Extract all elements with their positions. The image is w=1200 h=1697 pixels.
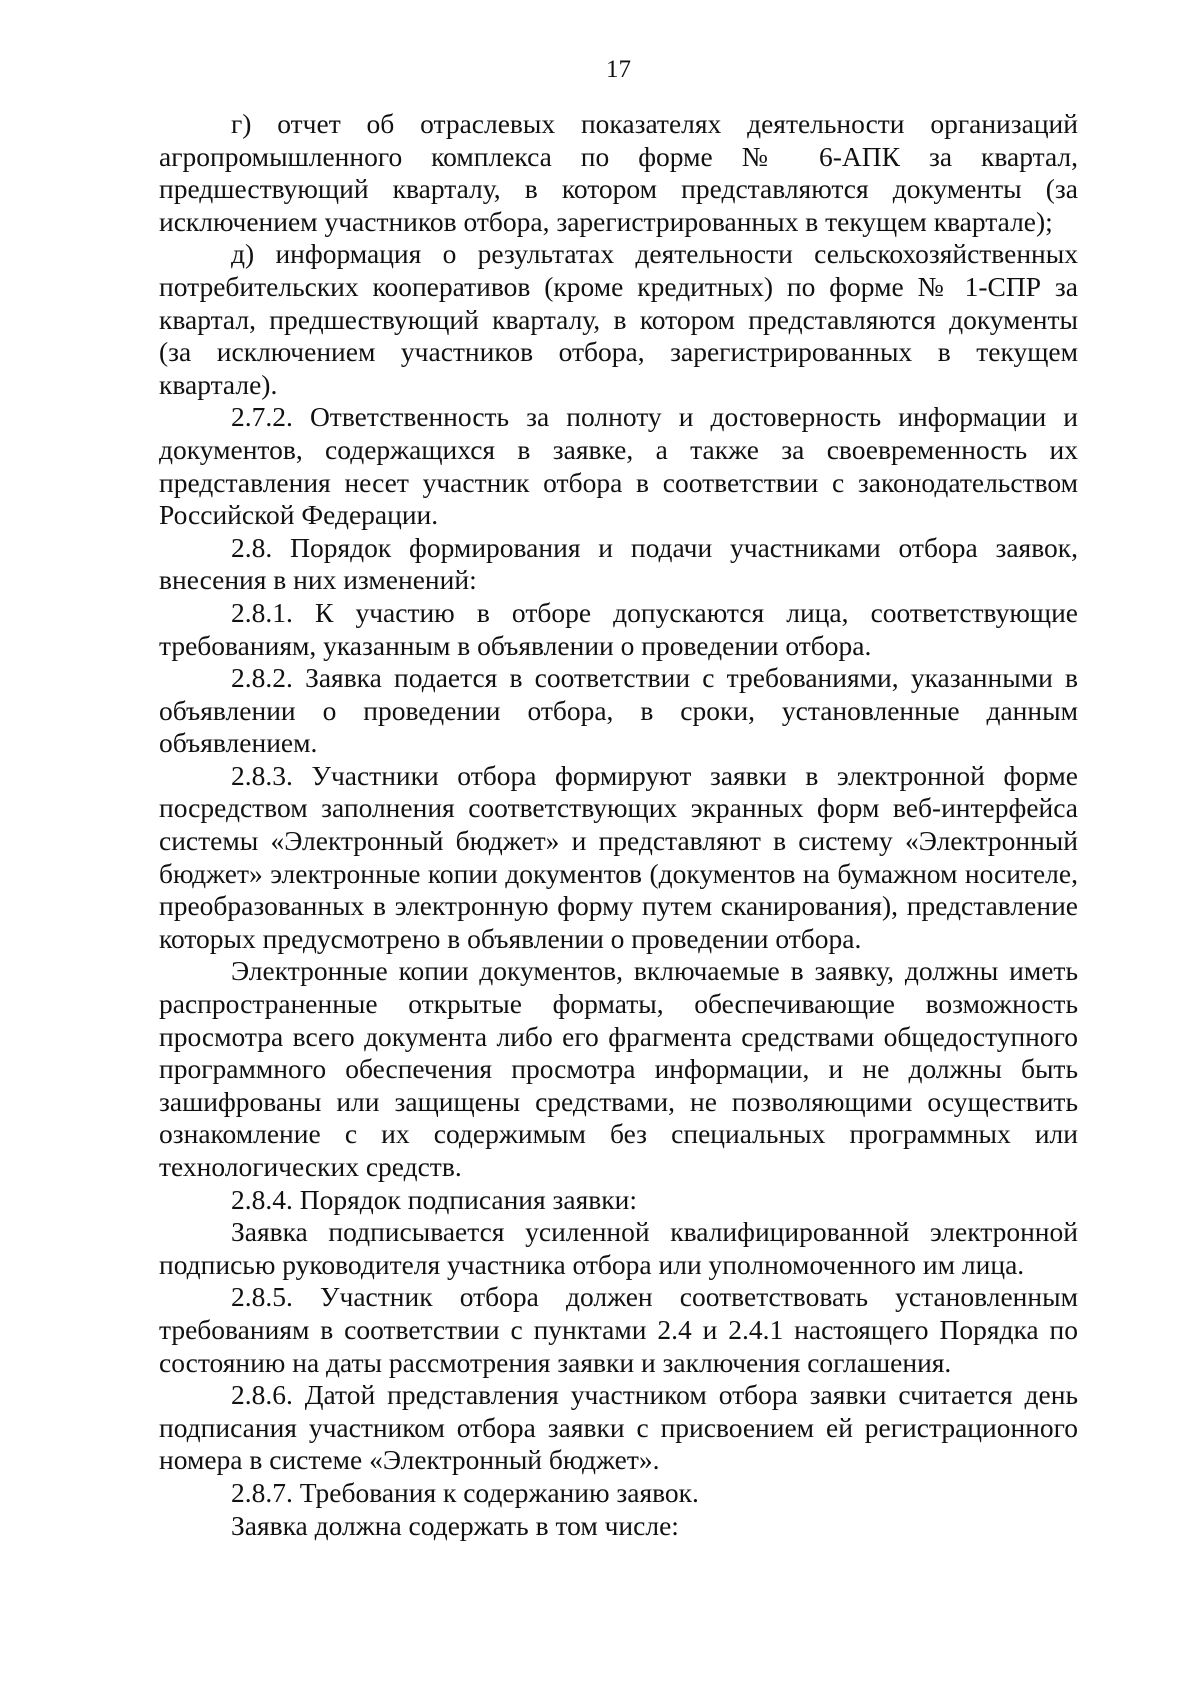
document-body (159, 108, 1078, 1542)
paragraph-d-information: д) информация о результатах деятельности сельскохозяйственных потребительских кооперативов (кроме кредитных) по форме № 1-СПР за квартал, предшествующий кварталу, в котором представляются документы (за исключением участников отбора, зарегистрированных в текущем квартале). (159, 238, 1078, 400)
paragraph-2-8-7: 2.8.7. Требования к содержанию заявок. (231, 1476, 699, 1508)
paragraph-2-7-2: 2.7.2. Ответственность за полноту и достоверность информации и документов, содержащихся в заявке, а также за своевременность их представления несет участник отбора в соответствии с законодательством Российской Федерации. (159, 401, 1078, 531)
paragraph-2-8-6: 2.8.6. Датой представления участником отбора заявки считается день подписания участником отбора заявки с присвоением ей регистрационного номера в системе «Электронный бюджет». (159, 1379, 1078, 1476)
paragraph-electronic-copies: Электронные копии документов, включаемые в заявку, должны иметь распространенные открытые форматы, обеспечивающие возможность просмотра всего документа либо его фрагмента средствами общедоступного программного обеспечения просмотра информации, и не должны быть зашифрованы или защищены средствами, не позволяющими осуществить ознакомление с их содержимым без специальных программных или технологических средств. (159, 955, 1078, 1182)
page-number: 17 (606, 56, 631, 83)
paragraph-2-8-1: 2.8.1. К участию в отборе допускаются лица, соответствующие требованиям, указанным в объявлении о проведении отбора. (159, 596, 1078, 661)
paragraph-2-8-3: 2.8.3. Участники отбора формируют заявки в электронной форме посредством заполнения соответствующих экранных форм веб-интерфейса системы «Электронный бюджет» и представляют в систему «Электронный бюджет» электронные копии документов (документов на бумажном носителе, преобразованных в электронную форму путем сканирования), представление которых предусмотрено в объявлении о проведении отбора. (159, 759, 1078, 954)
paragraph-2-8-2: 2.8.2. Заявка подается в соответствии с требованиями, указанными в объявлении о проведении отбора, в сроки, установленные данным объявлением. (159, 662, 1078, 759)
paragraph-g-report: г) отчет об отраслевых показателях деятельности организаций агропромышленного комплекса по форме № 6-АПК за квартал, предшествующий кварталу, в котором представляются документы (за исключением участников отбора, зарегистрированных в текущем квартале); (159, 108, 1078, 237)
paragraph-2-8: 2.8. Порядок формирования и подачи участниками отбора заявок, внесения в них изменений: (159, 531, 1078, 596)
paragraph-signing: Заявка подписывается усиленной квалифицированной электронной подписью руководителя участника отбора или уполномоченного им лица. (159, 1216, 1078, 1280)
paragraph-application-contents: Заявка должна содержать в том числе: (231, 1509, 679, 1541)
paragraph-2-8-4: 2.8.4. Порядок подписания заявки: (231, 1183, 637, 1215)
paragraph-2-8-5: 2.8.5. Участник отбора должен соответствовать установленным требованиям в соответствии с пунктами 2.4 и 2.4.1 настоящего Порядка по состоянию на даты рассмотрения заявки и заключения соглашения. (159, 1281, 1078, 1378)
